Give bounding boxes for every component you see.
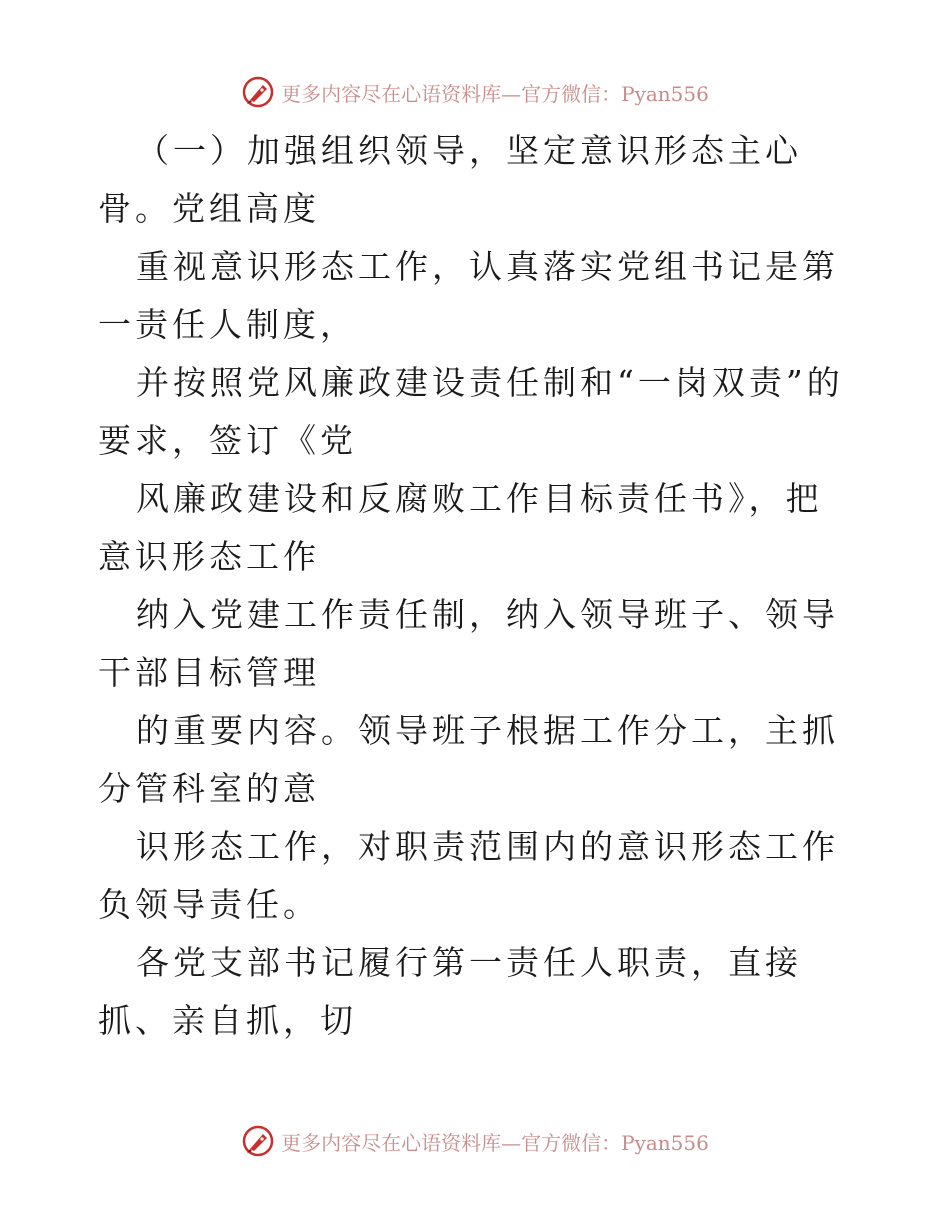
paragraph: 并按照党风廉政建设责任制和“一岗双责”的要求，签订《党	[98, 363, 844, 460]
watermark-text: 更多内容尽在心语资料库—官方微信：Pyan556	[281, 81, 709, 106]
watermark-text: 更多内容尽在心语资料库—官方微信：Pyan556	[281, 1130, 709, 1155]
fountain-pen-logo-icon	[241, 1124, 275, 1158]
paragraph: 的重要内容。领导班子根据工作分工，主抓分管科室的意	[98, 711, 839, 808]
paragraph: 纳入党建工作责任制，纳入领导班子、领导干部目标管理	[98, 595, 839, 692]
fountain-pen-logo-icon	[241, 75, 275, 109]
paragraph: （一）加强组织领导，坚定意识形态主心骨。党组高度	[98, 131, 802, 228]
header-watermark	[0, 72, 950, 112]
footer-watermark	[0, 1121, 950, 1161]
document-body	[98, 122, 858, 1050]
paragraph: 风廉政建设和反腐败工作目标责任书》，把意识形态工作	[98, 479, 823, 576]
paragraph: 各党支部书记履行第一责任人职责，直接抓、亲自抓，切	[98, 943, 802, 1040]
paragraph: 重视意识形态工作，认真落实党组书记是第一责任人制度，	[98, 247, 839, 344]
paragraph: 识形态工作，对职责范围内的意识形态工作负领导责任。	[98, 827, 839, 924]
